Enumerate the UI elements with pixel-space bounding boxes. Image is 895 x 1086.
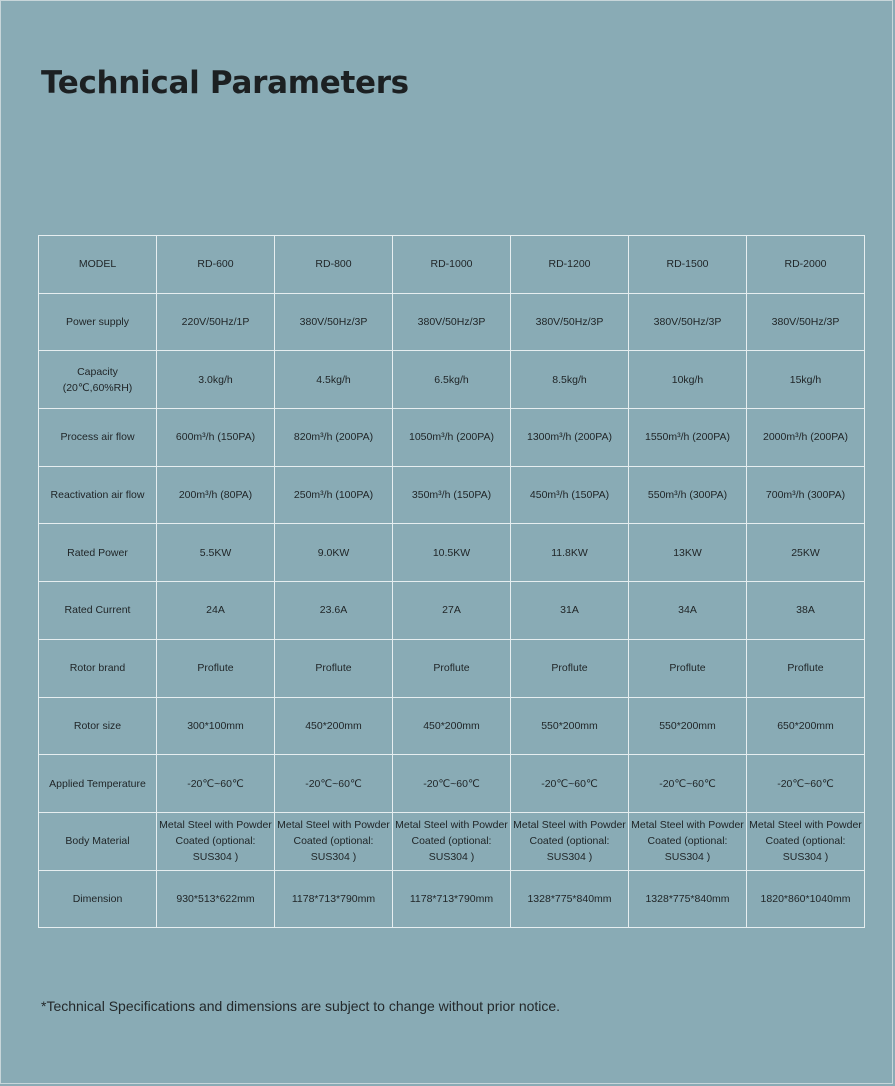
table-cell: 1300m³/h (200PA) — [511, 409, 629, 467]
table-cell: 9.0KW — [275, 524, 393, 582]
table-cell: 550m³/h (300PA) — [629, 466, 747, 524]
table-cell: -20℃~60℃ — [157, 755, 275, 813]
table-row — [39, 236, 865, 294]
table-cell: Metal Steel with Powder Coated (optional: SUS304 ) — [511, 812, 629, 870]
table-cell: 250m³/h (100PA) — [275, 466, 393, 524]
table-cell: 23.6A — [275, 582, 393, 640]
table-cell: -20℃~60℃ — [747, 755, 865, 813]
table-cell: 2000m³/h (200PA) — [747, 409, 865, 467]
table-cell: 1178*713*790mm — [275, 870, 393, 928]
table-cell: 15kg/h — [747, 351, 865, 409]
table-cell: Metal Steel with Powder Coated (optional: SUS304 ) — [393, 812, 511, 870]
table-cell: 200m³/h (80PA) — [157, 466, 275, 524]
table-cell: 380V/50Hz/3P — [511, 293, 629, 351]
table-cell: 24A — [157, 582, 275, 640]
table-cell: -20℃~60℃ — [275, 755, 393, 813]
row-header-cell: Applied Temperature — [39, 755, 157, 813]
table-row — [39, 639, 865, 697]
table-cell: 650*200mm — [747, 697, 865, 755]
table-row — [39, 870, 865, 928]
table-cell: -20℃~60℃ — [393, 755, 511, 813]
table-cell: 600m³/h (150PA) — [157, 409, 275, 467]
table-row — [39, 524, 865, 582]
table-cell: 550*200mm — [629, 697, 747, 755]
table-cell: Metal Steel with Powder Coated (optional: SUS304 ) — [275, 812, 393, 870]
row-header-cell: Rotor brand — [39, 639, 157, 697]
table-cell: 4.5kg/h — [275, 351, 393, 409]
table-cell: RD-1000 — [393, 236, 511, 294]
table-cell: 450*200mm — [275, 697, 393, 755]
table-cell: 1328*775*840mm — [629, 870, 747, 928]
table-cell: 11.8KW — [511, 524, 629, 582]
table-cell: 8.5kg/h — [511, 351, 629, 409]
table-cell: Metal Steel with Powder Coated (optional: SUS304 ) — [629, 812, 747, 870]
table-cell: 1178*713*790mm — [393, 870, 511, 928]
table-row — [39, 812, 865, 870]
table-row — [39, 409, 865, 467]
row-header-cell: Rated Power — [39, 524, 157, 582]
table-cell: RD-1500 — [629, 236, 747, 294]
table-cell: Proflute — [511, 639, 629, 697]
table-cell: 3.0kg/h — [157, 351, 275, 409]
table-cell: Proflute — [393, 639, 511, 697]
table-row — [39, 293, 865, 351]
table-cell: Proflute — [747, 639, 865, 697]
table-cell: 350m³/h (150PA) — [393, 466, 511, 524]
table-cell: 25KW — [747, 524, 865, 582]
row-header-cell: Capacity (20℃,60%RH) — [39, 351, 157, 409]
table-cell: Metal Steel with Powder Coated (optional: SUS304 ) — [747, 812, 865, 870]
table-cell: -20℃~60℃ — [511, 755, 629, 813]
table-row — [39, 755, 865, 813]
table-cell: Proflute — [629, 639, 747, 697]
table-row — [39, 466, 865, 524]
table-cell: 300*100mm — [157, 697, 275, 755]
table-row — [39, 697, 865, 755]
row-header-cell: Power supply — [39, 293, 157, 351]
table-cell: 220V/50Hz/1P — [157, 293, 275, 351]
table-cell: 380V/50Hz/3P — [747, 293, 865, 351]
table-cell: RD-1200 — [511, 236, 629, 294]
table-cell: RD-600 — [157, 236, 275, 294]
table-cell: 450m³/h (150PA) — [511, 466, 629, 524]
table-cell: Proflute — [157, 639, 275, 697]
table-cell: 38A — [747, 582, 865, 640]
table-cell: 5.5KW — [157, 524, 275, 582]
table-cell: 450*200mm — [393, 697, 511, 755]
row-header-cell: MODEL — [39, 236, 157, 294]
table-cell: 700m³/h (300PA) — [747, 466, 865, 524]
table-cell: 10kg/h — [629, 351, 747, 409]
table-cell: Proflute — [275, 639, 393, 697]
row-header-cell: Rated Current — [39, 582, 157, 640]
table-cell: 1050m³/h (200PA) — [393, 409, 511, 467]
table-cell: -20℃~60℃ — [629, 755, 747, 813]
table-cell: 550*200mm — [511, 697, 629, 755]
table-cell: 13KW — [629, 524, 747, 582]
row-header-cell: Rotor size — [39, 697, 157, 755]
table-cell: RD-2000 — [747, 236, 865, 294]
table-cell: 930*513*622mm — [157, 870, 275, 928]
table-cell: 34A — [629, 582, 747, 640]
table-cell: 1328*775*840mm — [511, 870, 629, 928]
table-cell: 820m³/h (200PA) — [275, 409, 393, 467]
table-cell: 27A — [393, 582, 511, 640]
row-header-cell: Body Material — [39, 812, 157, 870]
table-cell: 1550m³/h (200PA) — [629, 409, 747, 467]
table-cell: 380V/50Hz/3P — [275, 293, 393, 351]
row-header-cell: Process air flow — [39, 409, 157, 467]
spec-table — [38, 235, 865, 928]
row-header-cell: Dimension — [39, 870, 157, 928]
table-row — [39, 351, 865, 409]
table-cell: Metal Steel with Powder Coated (optional: SUS304 ) — [157, 812, 275, 870]
table-cell: RD-800 — [275, 236, 393, 294]
footnote: *Technical Specifications and dimensions are subject to change without prior notice. — [41, 998, 561, 1014]
table-cell: 380V/50Hz/3P — [393, 293, 511, 351]
table-cell: 1820*860*1040mm — [747, 870, 865, 928]
table-row — [39, 582, 865, 640]
page-title: Technical Parameters — [41, 65, 409, 101]
row-header-cell: Reactivation air flow — [39, 466, 157, 524]
table-cell: 6.5kg/h — [393, 351, 511, 409]
table-cell: 31A — [511, 582, 629, 640]
table-cell: 10.5KW — [393, 524, 511, 582]
table-cell: 380V/50Hz/3P — [629, 293, 747, 351]
